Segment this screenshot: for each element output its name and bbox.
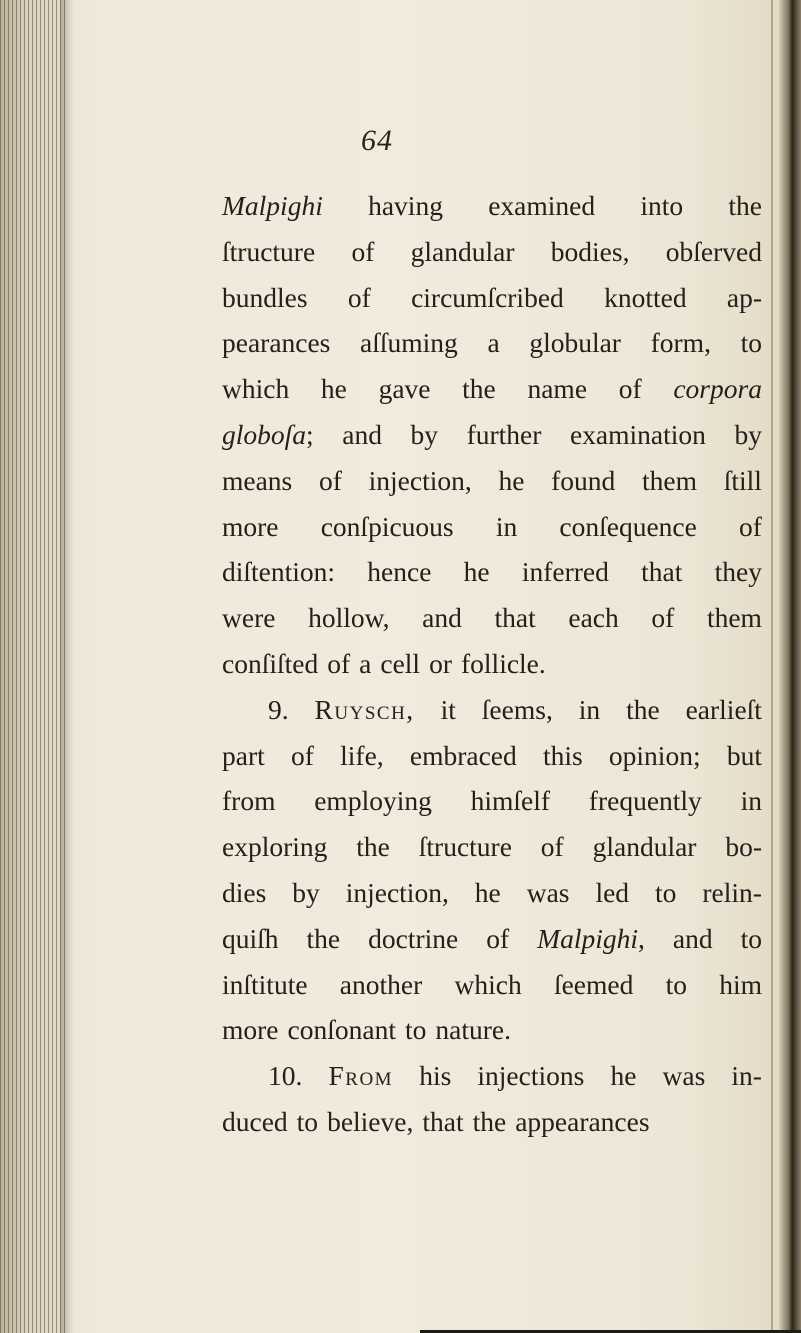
- word-text: glandular: [592, 831, 697, 863]
- word-text: follicle.: [461, 647, 546, 679]
- word: [429, 641, 452, 687]
- word-text: each: [568, 602, 619, 634]
- word: [655, 870, 676, 916]
- word: [728, 183, 762, 229]
- word-text: he: [498, 464, 525, 496]
- word-text: hence: [367, 556, 432, 588]
- word: [515, 1099, 649, 1145]
- word: [455, 962, 522, 1008]
- word: [222, 1099, 288, 1145]
- word-text: doctrine: [368, 922, 459, 954]
- word-text: in: [495, 510, 518, 542]
- word: [666, 962, 687, 1008]
- text-line: [222, 733, 762, 779]
- word-text: he: [463, 556, 490, 588]
- word-text: circumſcribed: [411, 281, 564, 313]
- word-gap: [506, 1099, 515, 1145]
- word: [268, 687, 289, 733]
- word: [380, 641, 420, 687]
- word: [741, 778, 762, 824]
- word-text: to: [740, 922, 762, 954]
- word: [619, 366, 642, 412]
- word-text: found: [551, 464, 616, 496]
- word-text: to: [655, 876, 677, 908]
- word: [495, 595, 536, 641]
- word: [419, 1053, 451, 1099]
- word-text: and: [342, 418, 382, 450]
- text-line: [222, 870, 762, 916]
- word-text: of: [486, 922, 510, 954]
- word: [360, 320, 458, 366]
- word-text: more: [222, 1014, 279, 1046]
- word: [527, 870, 570, 916]
- word-text: another: [339, 968, 423, 1000]
- word-gap: [371, 641, 380, 687]
- word-text: in: [740, 785, 762, 817]
- word-text: conſpicuous: [320, 510, 454, 542]
- word: [348, 275, 371, 321]
- word: [222, 366, 289, 412]
- word: [741, 320, 762, 366]
- word-gap: [420, 641, 429, 687]
- word-text: of: [540, 831, 564, 863]
- text-line: [222, 641, 762, 687]
- word: [719, 962, 762, 1008]
- word: [604, 275, 687, 321]
- word: [522, 549, 609, 595]
- word: [642, 458, 697, 504]
- word: [411, 275, 564, 321]
- word-text: of: [739, 510, 762, 542]
- text-line: [222, 366, 762, 412]
- word: [340, 962, 422, 1008]
- word-text: in-: [731, 1060, 762, 1092]
- text-line: [222, 275, 762, 321]
- word-text: of: [618, 373, 642, 405]
- word-text: ,: [638, 922, 645, 954]
- word: [551, 458, 615, 504]
- word-text: part: [222, 739, 265, 771]
- word-text: ;: [306, 418, 314, 450]
- word-gap: [318, 641, 327, 687]
- word: [609, 733, 701, 779]
- word-text: examined: [488, 190, 596, 221]
- word-text: life,: [340, 739, 384, 771]
- word-text: them: [642, 464, 698, 496]
- text-line: [222, 595, 762, 641]
- word: [486, 916, 509, 962]
- word-text: obſerved: [665, 235, 762, 267]
- word-text: that: [494, 602, 536, 634]
- word-text: to: [740, 327, 762, 359]
- word: [702, 870, 762, 916]
- word-text: gave: [378, 373, 431, 405]
- word-text: this: [542, 739, 583, 771]
- text-line: [222, 1099, 762, 1145]
- word: [222, 183, 323, 229]
- word-text: in: [578, 693, 601, 725]
- text-line: [222, 824, 762, 870]
- word: [473, 1099, 507, 1145]
- word: [356, 824, 390, 870]
- word-text: ap-: [726, 281, 762, 313]
- word-gap: [464, 1099, 473, 1145]
- word: [222, 504, 279, 550]
- word-text: by: [410, 418, 439, 450]
- word-text: glandular: [410, 235, 515, 267]
- word-text: of: [327, 647, 351, 679]
- word: [435, 1007, 511, 1053]
- word: [327, 1099, 413, 1145]
- word: [707, 595, 762, 641]
- word: [739, 504, 762, 550]
- word: [487, 320, 499, 366]
- word: [222, 916, 279, 962]
- word-gap: [426, 1007, 435, 1053]
- binding-gutter: [0, 0, 66, 1333]
- word-text: 10.: [268, 1060, 303, 1092]
- word-gap: [350, 641, 359, 687]
- word-text: and: [422, 602, 462, 634]
- word-text: a: [487, 327, 500, 359]
- word: [222, 320, 330, 366]
- text-line: [222, 1007, 762, 1053]
- word-text: was: [662, 1060, 706, 1092]
- word-text: ſtill: [723, 464, 762, 496]
- text-line: [222, 1053, 762, 1099]
- word: [346, 870, 449, 916]
- word: [610, 1053, 636, 1099]
- word-text: opinion;: [608, 739, 701, 771]
- word-text: injection,: [368, 464, 472, 496]
- text-line: [222, 320, 762, 366]
- word-text: of: [347, 281, 371, 313]
- word-text: to: [296, 1105, 319, 1137]
- word: [640, 183, 683, 229]
- smallcaps-word: From: [328, 1060, 394, 1092]
- word: [321, 504, 454, 550]
- word-text: ſtructure: [418, 831, 512, 863]
- word: [359, 641, 371, 687]
- word-text: diſtention:: [222, 556, 336, 588]
- word-text: were: [222, 602, 276, 634]
- word: [731, 1053, 762, 1099]
- word: [673, 366, 762, 412]
- word-text: 9.: [268, 693, 289, 725]
- word-text: ſtructure: [222, 235, 316, 267]
- word: [411, 229, 515, 275]
- word-text: quiſh: [222, 922, 279, 954]
- word: [410, 733, 517, 779]
- word: [268, 1053, 302, 1099]
- word: [461, 641, 546, 687]
- word: [673, 916, 713, 962]
- page-edge-right: [779, 0, 801, 1333]
- gutter-shadow: [60, 0, 74, 1333]
- word-text: injections: [477, 1060, 585, 1092]
- word: [314, 778, 432, 824]
- word-text: him: [719, 968, 762, 1000]
- word-text: having: [368, 190, 443, 221]
- word: [340, 733, 384, 779]
- word: [222, 275, 308, 321]
- word-text: a: [359, 647, 372, 679]
- word-text: globular: [529, 327, 621, 359]
- text-line: [222, 458, 762, 504]
- word: [292, 870, 320, 916]
- word: [559, 504, 696, 550]
- word: [475, 870, 501, 916]
- word-gap: [288, 1099, 297, 1145]
- word: [462, 366, 496, 412]
- word: [496, 504, 517, 550]
- word-text: more: [222, 510, 279, 542]
- word: [307, 916, 341, 962]
- word: [589, 778, 702, 824]
- word: [222, 824, 327, 870]
- word: [405, 1007, 426, 1053]
- word-text: relin-: [702, 876, 762, 908]
- word-text: embraced: [409, 739, 517, 771]
- word-text: conſiſted: [222, 647, 319, 679]
- word-text: the: [472, 1105, 507, 1137]
- word-text: to: [665, 968, 687, 1000]
- word: [686, 687, 762, 733]
- word-text: from: [222, 785, 276, 817]
- text-line: [222, 962, 762, 1008]
- word: [379, 366, 431, 412]
- word-gap: [279, 1007, 288, 1053]
- word-text: cell: [380, 647, 421, 679]
- word: [651, 595, 674, 641]
- text-line: [222, 412, 762, 458]
- word-text: dies: [222, 876, 267, 908]
- word-gap: [318, 1099, 327, 1145]
- italic-word: corpora: [673, 373, 762, 405]
- word-text: them: [706, 602, 762, 634]
- word: [288, 1007, 396, 1053]
- word-text: that: [641, 556, 683, 588]
- word: [368, 916, 458, 962]
- word-text: bundles: [222, 281, 308, 313]
- word-text: led: [595, 876, 630, 908]
- word-text: the: [626, 693, 660, 725]
- word-text: believe,: [327, 1105, 414, 1137]
- word: [422, 595, 462, 641]
- word: [441, 687, 456, 733]
- word: [527, 366, 587, 412]
- word-text: appearances: [515, 1105, 650, 1137]
- word-text: bodies,: [550, 235, 630, 267]
- word: [734, 412, 762, 458]
- word: [369, 458, 472, 504]
- word: [321, 366, 347, 412]
- word-text: bo-: [725, 831, 762, 863]
- word-text: earlieſt: [685, 693, 762, 725]
- text-line: [222, 229, 762, 275]
- word-text: ſeems,: [481, 693, 553, 725]
- word-text: pearances: [222, 327, 331, 359]
- word-text: inſtitute: [222, 968, 308, 1000]
- word-text: conſequence: [559, 510, 697, 542]
- word-text: he: [474, 876, 501, 908]
- word: [222, 595, 275, 641]
- italic-word: Malpighi: [537, 922, 639, 954]
- word: [715, 549, 762, 595]
- word-text: it: [440, 693, 456, 725]
- word: [327, 641, 350, 687]
- word: [663, 1053, 706, 1099]
- word: [222, 229, 315, 275]
- word: [477, 1053, 584, 1099]
- word-text: himſelf: [470, 785, 551, 817]
- word-text: the: [462, 373, 496, 405]
- word-text: aſſuming: [360, 327, 458, 359]
- word: [626, 687, 660, 733]
- word: [291, 733, 314, 779]
- word-text: but: [726, 739, 762, 771]
- word: [222, 1007, 279, 1053]
- word-text: which: [222, 373, 290, 405]
- word: [222, 641, 318, 687]
- word: [537, 916, 645, 962]
- word: [482, 687, 553, 733]
- page-edge-line: [771, 0, 773, 1333]
- text-line: [222, 504, 762, 550]
- word: [727, 275, 762, 321]
- word: [529, 320, 621, 366]
- word-gap: [396, 1007, 405, 1053]
- word: [543, 733, 583, 779]
- text-line: [222, 549, 762, 595]
- word: [419, 824, 512, 870]
- word-text: the: [356, 831, 390, 863]
- word: [328, 1053, 393, 1099]
- word-text: was: [526, 876, 570, 908]
- word-text: by: [734, 418, 762, 450]
- word: [467, 412, 542, 458]
- word: [593, 824, 697, 870]
- word-text: of: [290, 739, 314, 771]
- word-text: the: [306, 922, 341, 954]
- word-text: of: [651, 602, 675, 634]
- word-text: means: [222, 464, 293, 496]
- word: [725, 824, 762, 870]
- text-line: [222, 687, 762, 733]
- text-line: [222, 916, 762, 962]
- word-text: he: [610, 1060, 637, 1092]
- word: [498, 458, 524, 504]
- word-text: employing: [314, 785, 432, 817]
- italic-word: globoſa: [222, 418, 307, 450]
- word-text: he: [320, 373, 347, 405]
- word: [641, 549, 682, 595]
- word: [724, 458, 762, 504]
- word: [464, 549, 490, 595]
- word-gap: [413, 1099, 422, 1145]
- word-text: examination: [569, 418, 706, 450]
- word-text: that: [422, 1105, 464, 1137]
- word: [422, 1099, 463, 1145]
- word: [651, 320, 711, 366]
- word: [222, 412, 314, 458]
- word-text: exploring: [222, 831, 328, 863]
- word: [308, 595, 389, 641]
- word-text: or: [429, 647, 452, 679]
- word-text: inferred: [521, 556, 609, 588]
- word-text: which: [454, 968, 522, 1000]
- word: [595, 870, 629, 916]
- word: [551, 229, 630, 275]
- word: [579, 687, 600, 733]
- word: [222, 733, 265, 779]
- word: [541, 824, 564, 870]
- word-text: by: [292, 876, 320, 908]
- word: [222, 870, 266, 916]
- body-text: [222, 183, 762, 1145]
- word: [222, 778, 275, 824]
- word: [342, 412, 382, 458]
- word: [554, 962, 633, 1008]
- word: [319, 458, 342, 504]
- word-text: and: [672, 922, 713, 954]
- word-text: further: [466, 418, 542, 450]
- word: [222, 458, 292, 504]
- word: [315, 687, 415, 733]
- italic-word: Malpighi: [222, 190, 323, 221]
- smallcaps-word: Ruysch,: [314, 693, 415, 725]
- word: [222, 962, 308, 1008]
- word-gap: [452, 641, 461, 687]
- word: [411, 412, 439, 458]
- word: [222, 549, 335, 595]
- text-line: [222, 183, 762, 229]
- word-text: of: [318, 464, 342, 496]
- word: [297, 1099, 318, 1145]
- word-text: of: [351, 235, 375, 267]
- word-text: nature.: [435, 1014, 511, 1046]
- text-line: [222, 778, 762, 824]
- word-text: to: [404, 1014, 427, 1046]
- word: [367, 549, 431, 595]
- word: [488, 183, 595, 229]
- word-text: knotted: [604, 281, 687, 313]
- word: [570, 412, 706, 458]
- word-text: name: [527, 373, 588, 405]
- word-text: the: [728, 190, 762, 221]
- word: [471, 778, 550, 824]
- word-text: frequently: [588, 785, 702, 817]
- word: [368, 183, 443, 229]
- word-text: ſeemed: [553, 968, 634, 1000]
- word-text: into: [640, 190, 684, 221]
- word-text: hollow,: [308, 602, 390, 634]
- word-text: form,: [650, 327, 711, 359]
- word: [351, 229, 374, 275]
- page-number: 64: [361, 124, 393, 157]
- word: [568, 595, 618, 641]
- word: [727, 733, 762, 779]
- word-text: his: [419, 1060, 452, 1092]
- word: [666, 229, 762, 275]
- word-text: conſonant: [287, 1014, 396, 1046]
- word-text: injection,: [345, 876, 449, 908]
- word: [741, 916, 762, 962]
- word-text: they: [714, 556, 762, 588]
- word-text: duced: [222, 1105, 288, 1137]
